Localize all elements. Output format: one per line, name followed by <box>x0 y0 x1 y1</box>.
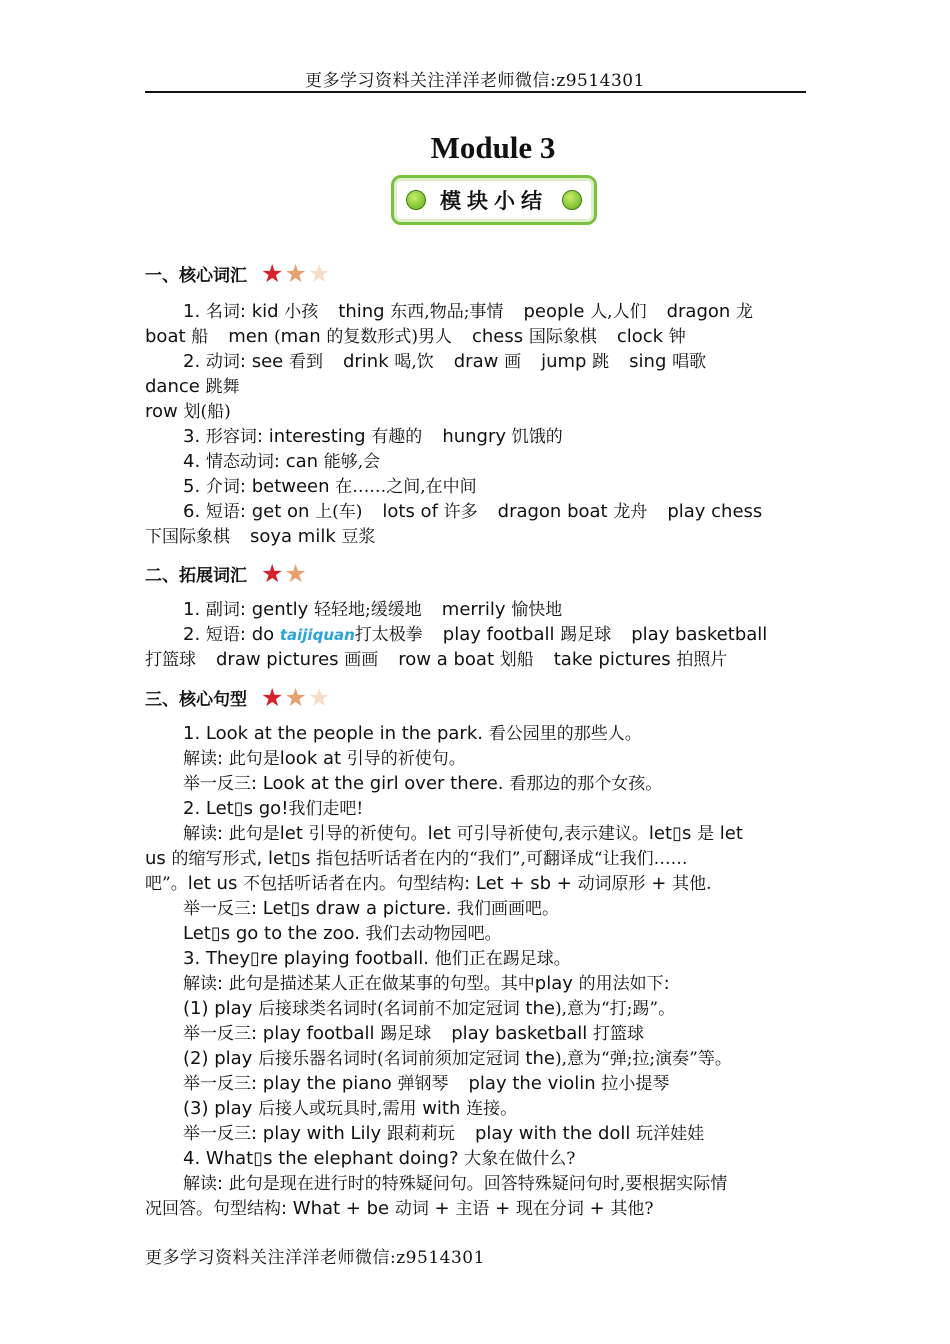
text-line: 5. 介词: between 在……之间,在中间 <box>183 476 477 497</box>
star-half-icon: ★ <box>284 558 307 588</box>
badge-text: 模块小结 <box>440 189 548 213</box>
text-line: 2. Let▯s go!我们走吧! <box>183 798 364 819</box>
text-line: 2. 短语: do taijiquan打太极拳 play football 踢足球 play basketball <box>183 624 768 645</box>
extended-vocabulary-list <box>145 597 805 672</box>
star-icon: ★ <box>284 682 307 712</box>
text-line: 4. What▯s the elephant doing? 大象在做什么? <box>183 1148 576 1169</box>
text-line: 举一反三: play football 踢足球 play basketball 打篮球 <box>183 1023 644 1044</box>
section-core-vocabulary <box>145 258 331 288</box>
text-line: 解读: 此句是let 引导的祈使句。let 可引导祈使句,表示建议。let▯s 是 let <box>183 823 743 844</box>
text-line: 3. 形容词: interesting 有趣的 hungry 饥饿的 <box>183 426 563 447</box>
missing-glyph-icon: ▯ <box>210 923 221 944</box>
star-half-icon: ★ <box>307 682 331 712</box>
text-line: boat 船 men (man 的复数形式)男人 chess 国际象棋 clock 钟 <box>145 326 686 347</box>
text-line: 解读: 此句是描述某人正在做某事的句型。其中play 的用法如下: <box>183 973 670 994</box>
text-line: 举一反三: Let▯s draw a picture. 我们画画吧。 <box>183 898 560 919</box>
section-title: 三、核心句型 <box>145 690 247 710</box>
core-vocabulary-list <box>145 299 805 549</box>
core-sentences-list <box>145 721 805 1221</box>
missing-glyph-icon: ▯ <box>291 848 301 869</box>
star-half-icon: ★ <box>307 258 331 288</box>
module-title: Module 3 <box>430 130 556 165</box>
star-rating <box>261 682 331 712</box>
star-icon: ★ <box>261 258 284 288</box>
missing-glyph-icon: ▯ <box>253 1148 264 1169</box>
text-line: (1) play 后接球类名词时(名词前不加定冠词 the),意为“打;踢”。 <box>183 998 676 1019</box>
text-line: 1. 名词: kid 小孩 thing 东西,物品;事情 people 人,人们 dragon 龙 <box>183 301 754 322</box>
text-line: 打篮球 draw pictures 画画 row a boat 划船 take pictures 拍照片 <box>145 649 728 670</box>
header-rule <box>145 91 806 93</box>
text-line: 解读: 此句是现在进行时的特殊疑问句。回答特殊疑问句时,要根据实际情 <box>183 1173 728 1194</box>
section-title: 二、拓展词汇 <box>145 566 247 586</box>
text-line: (2) play 后接乐器名词时(名词前须加定冠词 the),意为“弹;拉;演奏”等。 <box>183 1048 732 1069</box>
text-line: 举一反三: play with Lily 跟莉莉玩 play with the doll 玩洋娃娃 <box>183 1123 705 1144</box>
text-line: Let▯s go to the zoo. 我们去动物园吧。 <box>183 923 502 944</box>
module-summary-badge <box>391 175 597 225</box>
section-core-sentences <box>145 682 331 712</box>
text-line: 况回答。句型结构: What + be 动词 + 主语 + 现在分词 + 其他? <box>145 1198 654 1219</box>
badge-dot-right-icon <box>562 190 582 210</box>
missing-glyph-icon: ▯ <box>233 798 244 819</box>
star-rating <box>261 558 308 588</box>
text-line: 1. Look at the people in the park. 看公园里的那些人。 <box>183 723 642 744</box>
section-title: 一、核心词汇 <box>145 266 247 286</box>
star-icon: ★ <box>261 682 284 712</box>
page-footer: 更多学习资料关注洋洋老师微信:z9514301 <box>145 1248 485 1268</box>
text-line: 举一反三: Look at the girl over there. 看那边的那个女孩。 <box>183 773 663 794</box>
page-header: 更多学习资料关注洋洋老师微信:z9514301 <box>305 71 645 91</box>
text-line: 举一反三: play the piano 弹钢琴 play the violin 拉小提琴 <box>183 1073 670 1094</box>
text-line: 下国际象棋 soya milk 豆浆 <box>145 526 376 547</box>
text-line: 1. 副词: gently 轻轻地;缓缓地 merrily 愉快地 <box>183 599 563 620</box>
taijiquan-highlight: taijiquan <box>279 626 355 644</box>
star-icon: ★ <box>261 558 284 588</box>
badge-dot-left-icon <box>406 190 426 210</box>
missing-glyph-icon: ▯ <box>672 823 682 844</box>
missing-glyph-icon: ▯ <box>250 948 260 969</box>
text-line: row 划(船) <box>145 401 231 422</box>
text-line: 吧”。let us 不包括听话者在内。句型结构: Let + sb + 动词原形 + 其他. <box>145 873 712 894</box>
text-line: 解读: 此句是look at 引导的祈使句。 <box>183 748 466 769</box>
missing-glyph-icon: ▯ <box>290 898 301 919</box>
text-line: 6. 短语: get on 上(车) lots of 许多 dragon boat 龙舟 play chess <box>183 501 763 522</box>
text-line: 2. 动词: see 看到 drink 喝,饮 draw 画 jump 跳 sing 唱歌 <box>183 351 707 372</box>
text-line: dance 跳舞 <box>145 376 240 397</box>
star-icon: ★ <box>284 258 307 288</box>
text-line: 4. 情态动词: can 能够,会 <box>183 451 381 472</box>
text-line: (3) play 后接人或玩具时,需用 with 连接。 <box>183 1098 518 1119</box>
text-line: us 的缩写形式, let▯s 指包括听话者在内的“我们”,可翻译成“让我们…… <box>145 848 688 869</box>
star-rating <box>261 258 331 288</box>
section-extended-vocabulary <box>145 558 308 588</box>
text-line: 3. They▯re playing football. 他们正在踢足球。 <box>183 948 571 969</box>
